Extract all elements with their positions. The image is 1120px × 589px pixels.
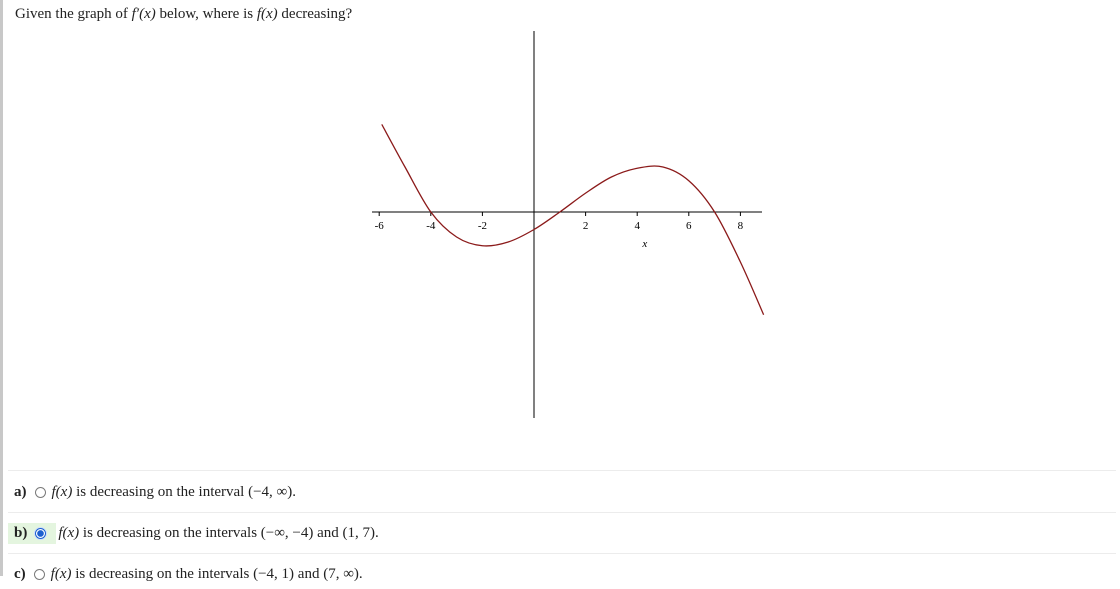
option-c-letter: c) [14, 565, 26, 582]
question-prefix: Given the graph of [15, 6, 128, 22]
question-middle: below, where is [159, 6, 254, 22]
option-c-text: is decreasing on the intervals (−4, 1) and (7, ∞). [75, 565, 363, 582]
option-a-text: is decreasing on the interval (−4, ∞). [76, 483, 296, 500]
option-b-text: is decreasing on the intervals (−∞, −4) and (1, 7). [82, 524, 379, 541]
x-tick-label: -6 [374, 220, 384, 232]
option-a-radio[interactable] [35, 487, 46, 498]
option-separator [8, 470, 1116, 471]
question-fprime: f′(x) [131, 6, 156, 22]
option-c-radio[interactable] [34, 569, 45, 580]
fprime-curve [382, 124, 764, 314]
x-tick-label: 8 [737, 220, 744, 232]
x-tick-label: -4 [426, 220, 436, 232]
question-f: f(x) [256, 6, 278, 22]
option-separator [8, 553, 1116, 554]
x-tick-label: 4 [634, 220, 640, 232]
x-tick-label: 2 [582, 220, 589, 232]
option-a-f: f(x) [51, 483, 73, 500]
option-a[interactable] [8, 477, 568, 507]
option-b-f: f(x) [58, 524, 80, 541]
option-separator [8, 512, 1116, 513]
x-tick-label: -2 [477, 220, 487, 232]
option-c-f: f(x) [50, 565, 72, 582]
option-b[interactable] [8, 518, 568, 548]
question-suffix: decreasing? [281, 6, 353, 22]
option-b-highlight [8, 523, 56, 544]
x-axis-label: x [642, 238, 648, 250]
x-axis-ticks [375, 212, 744, 232]
option-c[interactable] [8, 559, 568, 589]
option-b-letter: b) [14, 524, 28, 541]
option-a-letter: a) [14, 483, 27, 500]
x-tick-label: 6 [686, 220, 692, 232]
option-b-radio[interactable] [35, 528, 46, 539]
